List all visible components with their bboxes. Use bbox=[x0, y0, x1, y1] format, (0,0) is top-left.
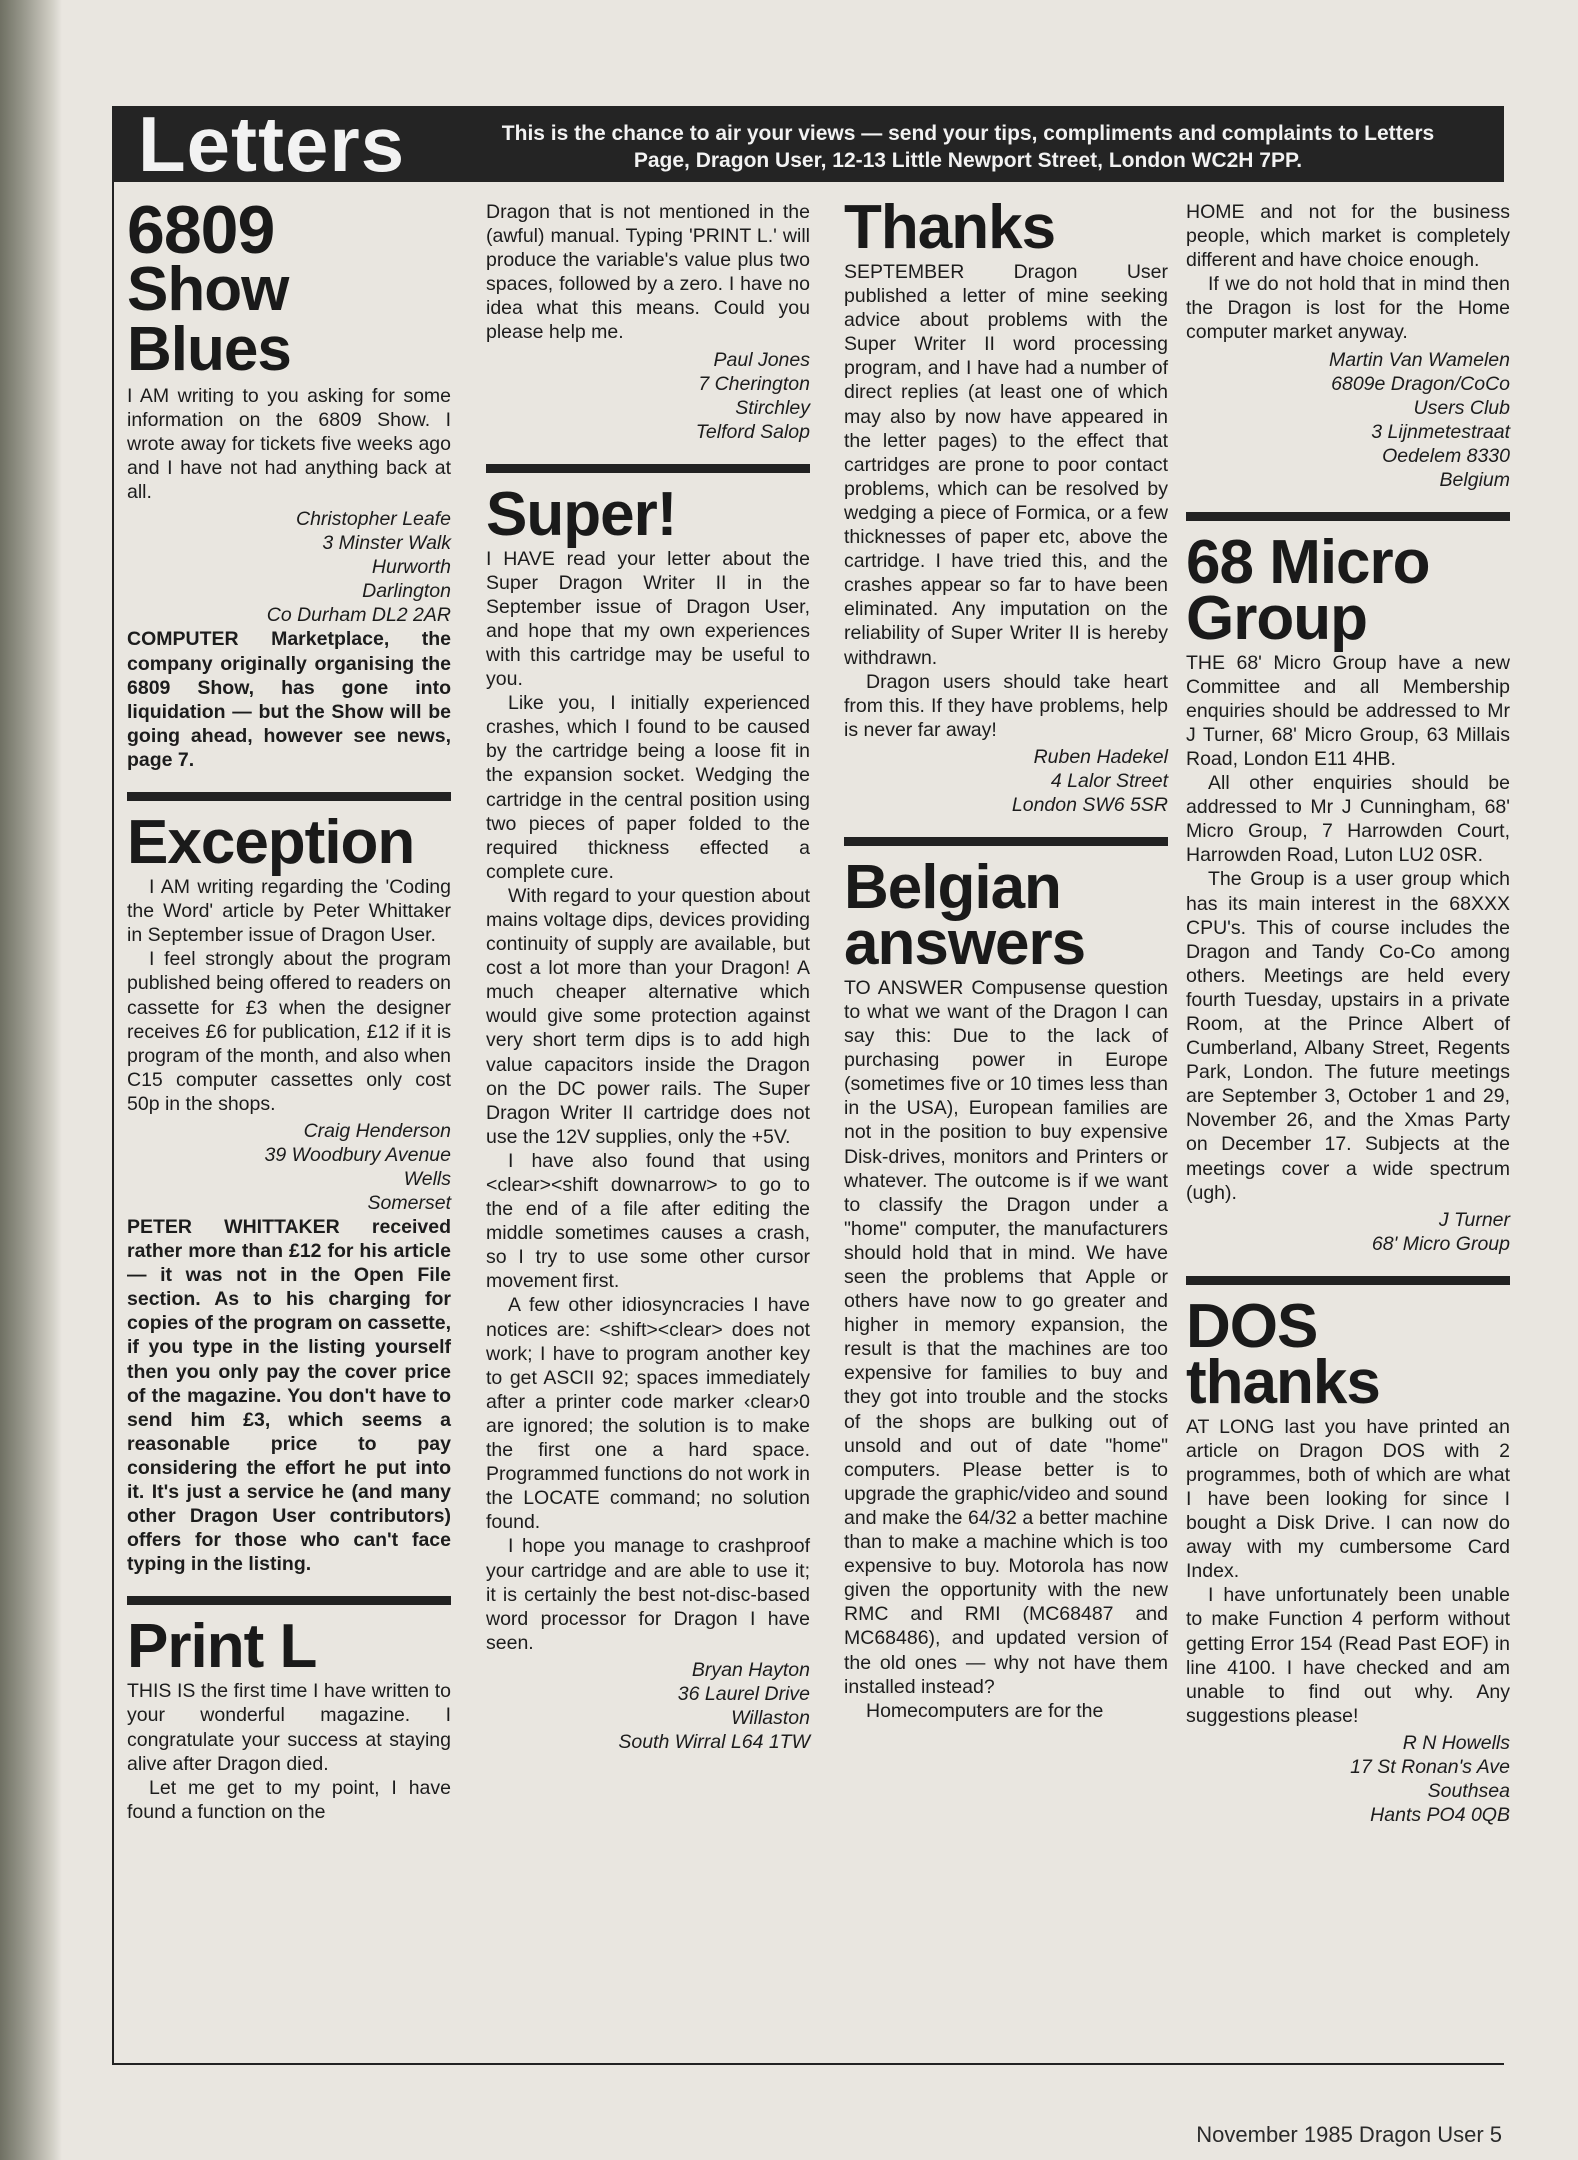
letter-body-continued: Dragon that is not mentioned in the (awful) manual. Typing 'PRINT L.' will produce the variable's value plus two spaces, followed by a zero. I have no idea what this means. Could you please help me. bbox=[486, 201, 810, 344]
letter-body: Let me get to my point, I have found a function on the bbox=[127, 1776, 451, 1823]
letter-print-l bbox=[127, 1612, 451, 1824]
magazine-spine-shadow bbox=[0, 0, 62, 2160]
letter-super bbox=[486, 479, 810, 1754]
column-1 bbox=[127, 192, 451, 1824]
section-divider bbox=[844, 837, 1168, 846]
letter-body: I AM writing to you asking for some information on the 6809 Show. I wrote away for tickets five weeks ago and I have not had anything back at all. bbox=[127, 385, 451, 504]
letter-heading: Belgian answers bbox=[844, 852, 1086, 978]
letter-body-continued: HOME and not for the business people, which market is completely different and have choice enough. bbox=[1186, 201, 1510, 272]
letter-body: I feel strongly about the program published being offered to readers on cassette for £3 when the designer receives £6 for publication, £12 if it is program of the month, and also when C15 computer cassettes only cost 50p in the shops. bbox=[127, 948, 451, 1115]
letter-body: I AM writing regarding the 'Coding the Word' article by Peter Whittaker in September issue of Dragon User. bbox=[127, 876, 451, 947]
letter-exception bbox=[127, 808, 451, 1576]
letter-body: All other enquiries should be addressed to Mr J Cunningham, 68' Micro Group, 7 Harrowden Court, Harrowden Road, Luton LU2 0SR. bbox=[1186, 772, 1510, 867]
letter-body: I hope you manage to crashproof your cartridge and are able to use it; it is certainly the best not-disc-based word processor for Dragon I have seen. bbox=[486, 1535, 810, 1654]
letter-heading: 6809 Show Blues bbox=[127, 192, 291, 384]
letter-body: THE 68' Micro Group have a new Committee and all Membership enquiries should be addressed to Mr J Turner, 68' Micro Group, 63 Millais Road, London E11 4HB. bbox=[1186, 651, 1510, 770]
letter-body: A few other idiosyncracies I have notices are: <shift><clear> does not work; I have to program another key to get ASCII 92; spaces immediately after a printer code marker ‹clear›0 are ignored; the solution is to make the first one a hard space. Programmed functions do not work in the LOCATE command; no solution found. bbox=[486, 1294, 810, 1534]
letter-68-micro-group bbox=[1186, 527, 1510, 1256]
section-divider bbox=[1186, 1276, 1510, 1285]
letter-signature: Ruben Hadekel 4 Lalor Street London SW6 5SR bbox=[1011, 745, 1168, 816]
editor-reply: COMPUTER Marketplace, the company originally organising the 6809 Show, has gone into liquidation — but the Show will be going ahead, however see news, page 7. bbox=[127, 628, 451, 771]
letter-body: AT LONG last you have printed an article on Dragon DOS with 2 programmes, both of which are what I have been looking for since I bought a Disk Drive. I can now do away with my cumbersome Card Index. bbox=[1186, 1415, 1510, 1583]
letter-signature: R N Howells 17 St Ronan's Ave Southsea Hants PO4 0QB bbox=[1350, 1731, 1510, 1826]
section-title: Letters bbox=[138, 100, 406, 188]
letter-body: The Group is a user group which has its main interest in the 68XXX CPU's. This of course includes the Dragon and Tandy Co-Co among others. Meetings are held every fourth Tuesday, upstairs in a private Room, at the Prince Albert of Cumberland, Albany Street, Regents Park, London. The future meetings are September 3, October 1 and 29, November 26, and the Xmas Party on December 17. Subjects at the meetings cover a wide spectrum (ugh). bbox=[1186, 868, 1510, 1204]
letter-body: Dragon users should take heart from this. If they have problems, help is never far away! bbox=[844, 670, 1168, 741]
editor-reply: PETER WHITTAKER received rather more than £12 for his article — it was not in the Open File section. As to his charging for copies of the program on cassette, if you type in the listing yourself then you only pay the cover price of the magazine. You don't have to send him £3, which seems a reasonable price to pay considering the effort he put into it. It's just a service he (and many other Dragon User contributors) offers for those who can't face typing in the listing. bbox=[127, 1215, 451, 1576]
header-tagline: This is the chance to air your views — send your tips, compliments and complaints to Letters Page, Dragon User, 12-13 Little Newport Street, London WC2H 7PP. bbox=[501, 122, 1435, 172]
letter-body: With regard to your question about mains voltage dips, devices providing continuity of supply are available, but cost a lot more than your Dragon! A much cheaper alternative which would give some protection against very short term dips is to add high value capacitors inside the Dragon on the DC power rails. The Super Dragon Writer II cartridge does not use the 12V supplies, only the +5V. bbox=[486, 884, 810, 1148]
section-divider bbox=[486, 464, 810, 473]
letters-header bbox=[112, 100, 1504, 188]
letter-heading: Exception bbox=[127, 808, 415, 878]
letter-signature: Craig Henderson 39 Woodbury Avenue Wells Somerset bbox=[264, 1119, 451, 1214]
letter-heading: Thanks bbox=[844, 193, 1056, 262]
letter-thanks bbox=[844, 193, 1168, 817]
letter-body: THIS IS the first time I have written to your wonderful magazine. I congratulate your success at staying alive after Dragon died. bbox=[127, 1680, 451, 1775]
column-3 bbox=[844, 193, 1168, 1723]
letter-signature: J Turner 68' Micro Group bbox=[1371, 1208, 1510, 1255]
letter-body: If we do not hold that in mind then the Dragon is lost for the Home computer market anyway. bbox=[1186, 273, 1510, 344]
letter-body: I have unfortunately been unable to make Function 4 perform without getting Error 154 (Read Past EOF) in line 4100. I have checked and am unable to find out why. Any suggestions please! bbox=[1186, 1584, 1510, 1727]
letter-signature: Paul Jones 7 Cherington Stirchley Telford Salop bbox=[695, 348, 810, 443]
letter-body: I HAVE read your letter about the Super Dragon Writer II in the September issue of Dragon User, and hope that my own experiences with this cartridge may be useful to you. bbox=[486, 547, 810, 691]
letter-heading: Print L bbox=[127, 1612, 317, 1682]
letter-body: SEPTEMBER Dragon User published a letter of mine seeking advice about problems with the Super Writer II word processing program, and I have had a number of direct replies (at least one of which may also by now have appeared in the letter pages) to the effect that cartridges are prone to poor contact problems, which can be resolved by wedging a piece of Formica, or a few thicknesses of paper etc, above the cartridge. I have tried this, and the crashes appear so far to have been eliminated. Any imputation on the reliability of Super Writer II is hereby withdrawn. bbox=[844, 261, 1168, 669]
section-divider bbox=[1186, 512, 1510, 521]
letter-body: TO ANSWER Compusense question to what we want of the Dragon I can say this: Due to the lack of purchasing power in Europe (sometimes five or 10 times less than in the USA), European families are not in the position to buy expensive Disk-drives, monitors and Printers or whatever. The outcome is if we want to classify the Dragon under a "home" computer, the manufacturers should hold that in mind. We have seen the problems that Apple or others have now to go greater and higher in memory expansion, the result is that the machines are too expensive for families to buy and they got into trouble and the stocks of the shops are bulking out of unsold and out of date "home" computers. Please better is to upgrade the graphic/video and sound and make the 64/32 a better machine than to make a machine which is too expensive to buy. Motorola has now given the opportunity with the new RMC and RMI (MC68487 and MC68486), and updated version of the old ones — why not have them installed instead? bbox=[844, 976, 1168, 1698]
section-divider bbox=[127, 1596, 451, 1605]
letter-signature: Christopher Leafe 3 Minster Walk Hurworth Darlington Co Durham DL2 2AR bbox=[266, 508, 451, 627]
section-divider bbox=[127, 792, 451, 801]
letter-body: Homecomputers are for the bbox=[866, 1699, 1104, 1722]
letter-body: Like you, I initially experienced crashes, which I found to be caused by the cartridge being a loose fit in the expansion socket. Wedging the cartridge in the central position using two pieces of paper folded to the required thickness effected a complete cure. bbox=[486, 692, 810, 883]
letter-dos-thanks bbox=[1186, 1291, 1510, 1827]
column-4 bbox=[1186, 200, 1510, 1827]
letter-show-blues bbox=[127, 192, 451, 772]
column-2 bbox=[486, 200, 810, 1754]
letter-belgian-answers bbox=[844, 852, 1168, 1723]
letter-body: I have also found that using <clear><shift downarrow> to go to the end of a file after editing the middle sometimes causes a crash, so I try to use some other cursor movement first. bbox=[486, 1149, 810, 1293]
letter-signature: Martin Van Wamelen 6809e Dragon/CoCo Users Club 3 Lijnmetestraat Oedelem 8330 Belgium bbox=[1329, 348, 1510, 491]
letter-heading: Super! bbox=[486, 479, 677, 549]
letter-signature: Bryan Hayton 36 Laurel Drive Willaston South Wirral L64 1TW bbox=[618, 1658, 810, 1753]
letter-heading: 68 Micro Group bbox=[1186, 527, 1430, 653]
page-footer: November 1985 Dragon User 5 bbox=[1196, 2122, 1502, 2147]
letter-heading: DOS thanks bbox=[1186, 1291, 1380, 1417]
